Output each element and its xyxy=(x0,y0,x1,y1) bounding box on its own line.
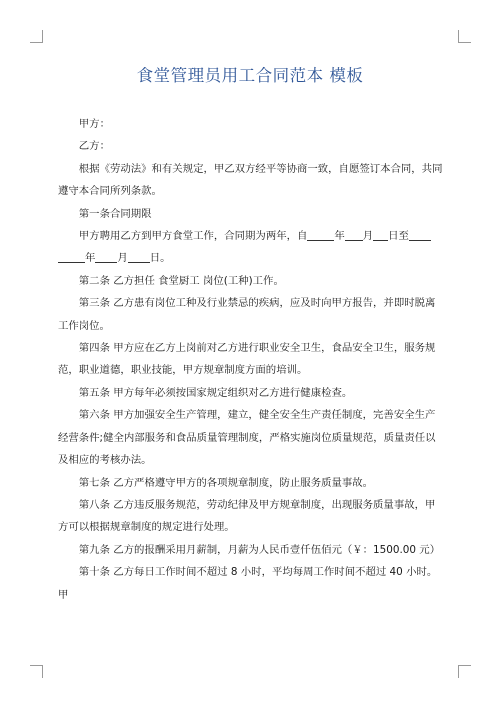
article-1-paragraph xyxy=(58,225,444,270)
end-day-blank xyxy=(128,252,150,263)
day-to-label: 日至 xyxy=(388,230,409,243)
start-year-blank xyxy=(307,230,334,241)
start-month-blank xyxy=(345,230,363,241)
intro-paragraph: 根据《劳动法》和有关规定，甲乙双方经平等协商一致，自愿签订本合同，共同遵守本合同所列条款。 xyxy=(58,162,443,198)
article-1-text: 甲方聘用乙方到甲方食堂工作，合同期为两年，自 xyxy=(78,230,308,243)
article-9-paragraph: 第九条 乙方的报酬采用月薪制，月薪为人民币壹仟伍佰元（￥：1500.00 元） xyxy=(78,543,441,556)
crop-mark-top-right xyxy=(458,30,471,43)
end-year-blank-part xyxy=(409,230,431,241)
party-a-line: 甲方： xyxy=(78,118,110,130)
article-6-paragraph: 第六条 甲方加强安全生产管理，建立，健全安全生产责任制度，完善安全生产经营条件;健全内部服务和食品质量管理制度，严格实施岗位质量规范，质量责任以及相应的考核办法。 xyxy=(58,409,436,467)
article-1-heading: 第一条合同期限 xyxy=(78,207,152,220)
party-b-line: 乙方： xyxy=(78,140,110,153)
start-day-blank xyxy=(373,230,388,241)
month-label: 月 xyxy=(362,230,374,243)
crop-mark-top-left xyxy=(30,30,43,43)
day-label: 日。 xyxy=(149,252,171,265)
year-label: 年 xyxy=(334,230,345,243)
article-3-paragraph: 第三条 乙方患有岗位工种及行业禁忌的疾病，应及时向甲方报告，并即时脱离工作岗位。 xyxy=(58,297,436,332)
month-label: 月 xyxy=(117,252,128,265)
article-10-paragraph: 第十条 乙方每日工作时间不超过 8 小时，平均每周工作时间不超过 40 小时。甲 xyxy=(58,566,438,601)
article-7-paragraph: 第七条 乙方严格遵守甲方的各项规章制度，防止服务质量事故。 xyxy=(78,476,374,489)
article-2-paragraph: 第二条 乙方担任 食堂厨工 岗位(工种)工作。 xyxy=(78,274,284,287)
year-label: 年 xyxy=(85,252,96,265)
end-year-blank xyxy=(58,252,85,263)
document-body xyxy=(58,113,444,606)
crop-mark-bottom-left xyxy=(30,665,43,678)
end-month-blank xyxy=(95,252,117,263)
crop-mark-bottom-right xyxy=(458,665,471,678)
document-title: 食堂管理员用工合同范本 模板 xyxy=(136,66,364,85)
article-8-paragraph: 第八条 乙方违反服务规范，劳动纪律及甲方规章制度，出现服务质量事故，甲方可以根据规章制度的规定进行处理。 xyxy=(58,498,436,534)
article-5-paragraph: 第五条 甲方每年必须按国家规定组织对乙方进行健康检查。 xyxy=(78,386,353,399)
article-4-paragraph: 第四条 甲方应在乙方上岗前对乙方进行职业安全卫生，食品安全卫生，服务规范，职业道德，职业技能，甲方规章制度方面的培训。 xyxy=(58,342,436,377)
